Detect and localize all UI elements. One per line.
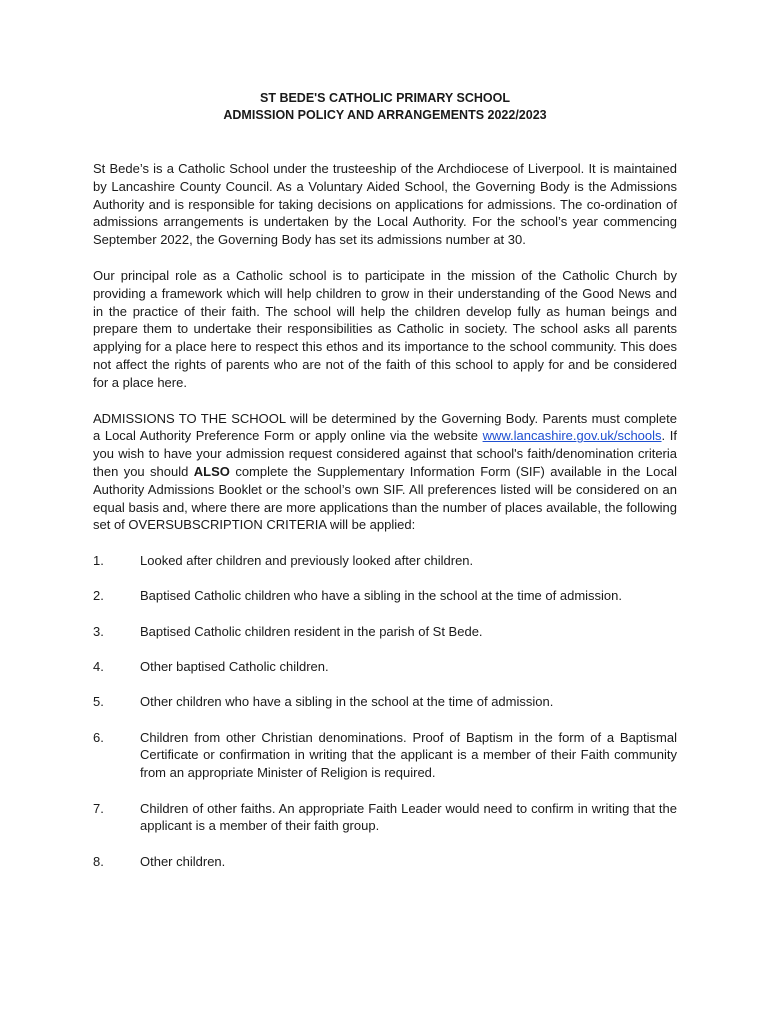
admissions-text-part1: ADMISSIONS TO THE SCHOOL will be determined by the Governing Body. Parents must complete a Local Authority Preference Form or apply online via the website [93,410,677,444]
admissions-text-part2: . If you wish to have your admission request considered against that school's faith/denomination criteria then you should [93,428,677,479]
policy-title-heading: ADMISSION POLICY AND ARRANGEMENTS 2022/2023 [223,108,547,122]
criteria-item [93,853,677,871]
criteria-text: Other children. [140,853,226,869]
criteria-item [93,552,677,570]
criteria-item [93,800,677,836]
intro-paragraph: St Bede’s is a Catholic School under the trusteeship of the Archdiocese of Liverpool. It is maintained by Lancashire County Council. As a Voluntary Aided School, the Governing Body is the Admissions Authority and is responsible for taking decisions on applications for admissions. The co-ordination of admissions arrangements is undertaken by the Local Authority. For the school’s year commencing September 2022, the Governing Body has set its admissions number at 30. [93,161,677,248]
criteria-number: 8. [93,853,104,869]
document-page [93,90,677,888]
criteria-number: 5. [93,694,104,710]
admissions-paragraph [93,410,677,535]
criteria-text: Children from other Christian denominations. Proof of Baptism in the form of a Baptismal Certificate or confirmation in writing that the applicant is a member of their Faith community from an appropriate Minister of Religion is required. [140,729,677,781]
criteria-text: Baptised Catholic children resident in the parish of St Bede. [140,623,483,639]
criteria-number: 3. [93,623,104,639]
criteria-number: 1. [93,553,104,569]
school-name-heading: ST BEDE'S CATHOLIC PRIMARY SCHOOL [260,91,510,105]
oversubscription-criteria-list [93,552,677,870]
admissions-text-part3: complete the Supplementary Information Form (SIF) available in the Local Authority Admissions Booklet or the school’s own SIF. All preferences listed will be considered on an equal basis and, where there are more applications than the number of places available, the following set of OVERSUBSCRIPTION CRITERIA will be applied: [93,463,677,533]
criteria-number: 2. [93,588,104,604]
also-emphasis: ALSO [193,463,230,479]
criteria-item [93,658,677,676]
criteria-text: Looked after children and previously looked after children. [140,553,474,569]
criteria-item [93,693,677,711]
mission-paragraph: Our principal role as a Catholic school is to participate in the mission of the Catholic Church by providing a framework which will help children to grow in their understanding of the Good News and in the practice of their faith. The school will help the children develop fully as human beings and prepare them to undertake their responsibilities as Catholic in society. The school asks all parents applying for a place here to respect this ethos and its importance to the school community. This does not affect the rights of parents who are not of the faith of this school to apply for and be considered for a place here. [93,267,677,390]
lancashire-schools-link[interactable]: www.lancashire.gov.uk/schools [482,428,662,444]
criteria-text: Baptised Catholic children who have a sibling in the school at the time of admission. [140,588,622,604]
criteria-item [93,623,677,641]
criteria-text: Other children who have a sibling in the school at the time of admission. [140,694,554,710]
criteria-number: 7. [93,800,104,816]
criteria-number: 6. [93,729,104,745]
criteria-item [93,587,677,605]
criteria-number: 4. [93,659,104,675]
criteria-item [93,729,677,782]
criteria-text: Other baptised Catholic children. [140,659,329,675]
criteria-text: Children of other faiths. An appropriate Faith Leader would need to confirm in writing that the applicant is a member of their faith group. [140,800,677,834]
document-header [93,90,677,124]
